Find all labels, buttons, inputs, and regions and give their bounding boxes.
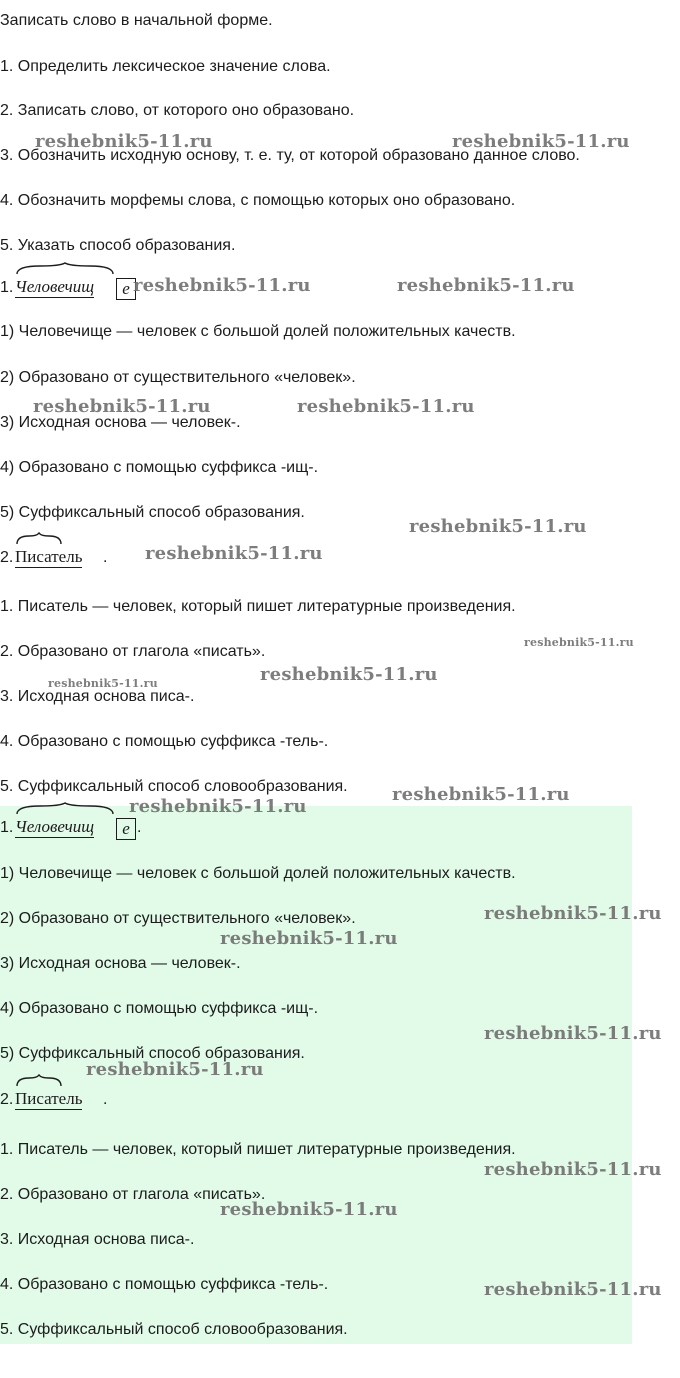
watermark: reshebnik5-11.ru [145, 543, 323, 564]
watermark: reshebnik5-11.ru [133, 275, 311, 296]
analysis-step: 5) Суффиксальный способ образования. [0, 1045, 305, 1062]
watermark: reshebnik5-11.ru [220, 928, 398, 949]
watermark: reshebnik5-11.ru [86, 1059, 264, 1080]
punctuation: . [103, 549, 108, 566]
morpheme-diagram-word2 [0, 532, 140, 568]
analysis-step: 4. Образовано с помощью суффикса -тель-. [0, 733, 329, 750]
ending-morpheme: е [116, 278, 136, 300]
analysis-step: 1) Человечище — человек с большой долей положительных качеств. [0, 323, 516, 340]
analysis-step: 1) Человечище — человек с большой долей положительных качеств. [0, 865, 516, 882]
punctuation: . [137, 819, 142, 836]
watermark: reshebnik5-11.ru [409, 516, 587, 537]
watermark: reshebnik5-11.ru [484, 903, 662, 924]
analysis-step: 2) Образовано от существительного «человек». [0, 369, 356, 386]
watermark: reshebnik5-11.ru [220, 1199, 398, 1220]
analysis-step: 4. Образовано с помощью суффикса -тель-. [0, 1276, 329, 1293]
watermark: reshebnik5-11.ru [35, 131, 213, 152]
root-arc-icon [15, 802, 115, 816]
root-arc-icon [15, 1074, 63, 1088]
item-number: 1. [0, 819, 14, 836]
item-number: 2. [0, 549, 14, 566]
intro-line: 3. Обозначить исходную основу, т. е. ту, от которой образовано данное слово. [0, 147, 580, 164]
root-arc-icon [15, 262, 115, 276]
watermark: reshebnik5-11.ru [392, 784, 570, 805]
watermark: reshebnik5-11.ru [48, 677, 158, 690]
analysis-step: 4) Образовано с помощью суффикса -ищ-. [0, 459, 319, 476]
analysis-step: 3) Исходная основа — человек-. [0, 955, 241, 972]
watermark: reshebnik5-11.ru [452, 131, 630, 152]
watermark: reshebnik5-11.ru [524, 636, 634, 649]
watermark: reshebnik5-11.ru [397, 275, 575, 296]
analysis-step: 3. Исходная основа писа-. [0, 1231, 195, 1248]
item-number: 1. [0, 279, 14, 296]
intro-line: Записать слово в начальной форме. [0, 12, 273, 29]
root-arc-icon [15, 532, 63, 546]
item-number: 2. [0, 1091, 14, 1108]
watermark: reshebnik5-11.ru [297, 396, 475, 417]
intro-line: 2. Записать слово, от которого оно образовано. [0, 102, 355, 119]
punctuation: . [103, 1091, 108, 1108]
analysis-step: 3) Исходная основа — человек-. [0, 414, 241, 431]
analysis-step: 5. Суффиксальный способ словообразования. [0, 1321, 348, 1338]
watermark: reshebnik5-11.ru [260, 664, 438, 685]
intro-line: 1. Определить лексическое значение слова. [0, 58, 331, 75]
watermark: reshebnik5-11.ru [484, 1159, 662, 1180]
analysis-step: 2. Образовано от глагола «писать». [0, 643, 266, 660]
intro-line: 5. Указать способ образования. [0, 237, 236, 254]
analysis-step: 3. Исходная основа писа-. [0, 688, 195, 705]
analysis-step: 2) Образовано от существительного «человек». [0, 910, 356, 927]
root-morpheme: Человечищ [15, 277, 95, 296]
root-morpheme: Человечищ [15, 817, 95, 836]
watermark: reshebnik5-11.ru [33, 396, 211, 417]
analysis-step: 5) Суффиксальный способ образования. [0, 504, 305, 521]
intro-line: 4. Обозначить морфемы слова, с помощью которых оно образовано. [0, 192, 516, 209]
ending-morpheme: е [116, 818, 136, 840]
watermark: reshebnik5-11.ru [484, 1279, 662, 1300]
root-morpheme: Писатель [15, 1089, 83, 1108]
analysis-step: 1. Писатель — человек, который пишет литературные произведения. [0, 1141, 516, 1158]
analysis-step: 2. Образовано от глагола «писать». [0, 1186, 266, 1203]
analysis-step: 4) Образовано с помощью суффикса -ищ-. [0, 1000, 319, 1017]
watermark: reshebnik5-11.ru [484, 1023, 662, 1044]
analysis-step: 1. Писатель — человек, который пишет литературные произведения. [0, 598, 516, 615]
root-morpheme: Писатель [15, 547, 83, 566]
watermark: reshebnik5-11.ru [129, 796, 307, 817]
analysis-step: 5. Суффиксальный способ словообразования. [0, 778, 348, 795]
